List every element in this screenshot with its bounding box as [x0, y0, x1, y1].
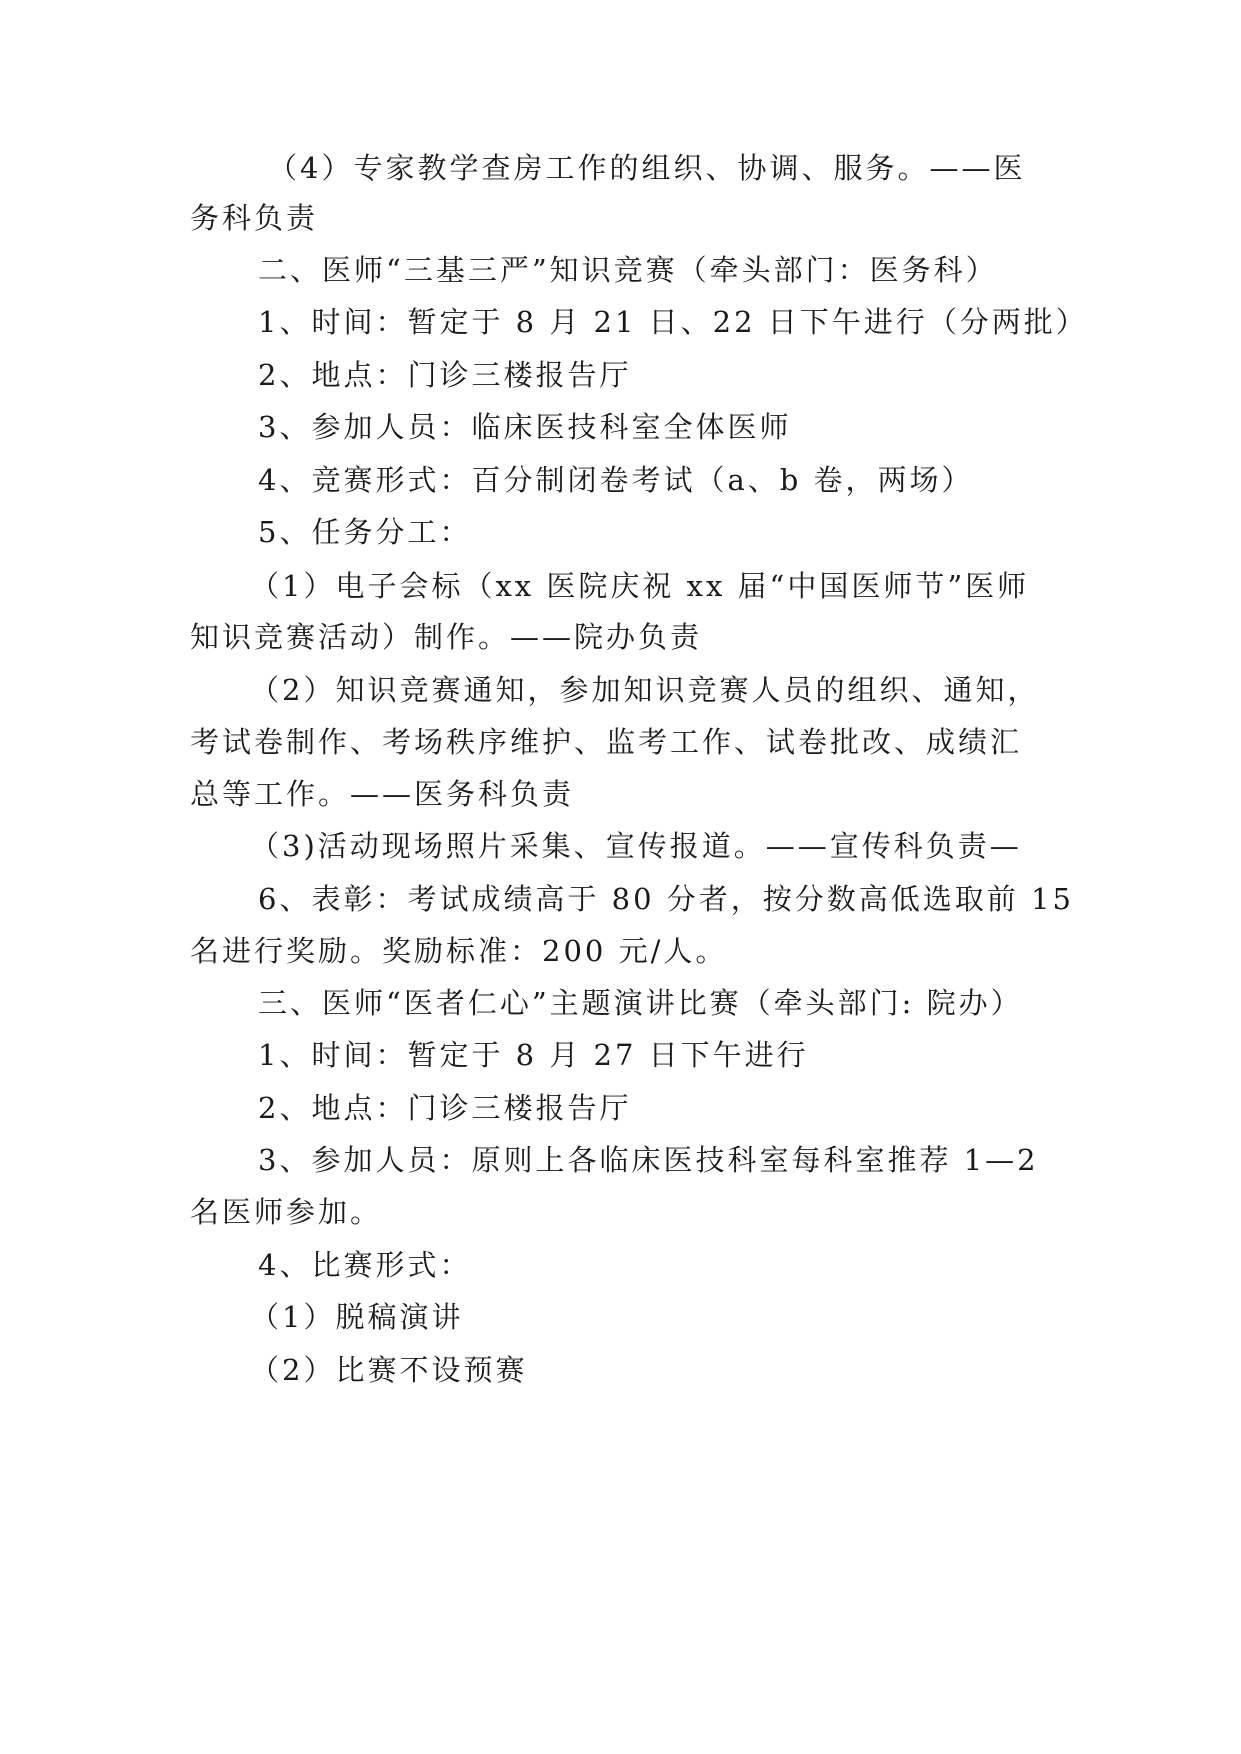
paragraph-line: （1）电子会标（xx 医院庆祝 xx 届“中国医师节”医师	[250, 569, 1030, 603]
paragraph-line: 2、地点：门诊三楼报告厅	[258, 1091, 632, 1125]
paragraph-line: 4、比赛形式：	[258, 1248, 472, 1282]
paragraph-line: 4、竞赛形式：百分制闭卷考试（a、b 卷，两场）	[258, 463, 974, 497]
paragraph-line: 总等工作。——医务科负责	[190, 777, 575, 811]
paragraph-line: 务科负责	[190, 201, 319, 235]
paragraph-line: （2）比赛不设预赛	[250, 1353, 528, 1387]
paragraph-line: 5、任务分工：	[258, 515, 472, 549]
paragraph-line: 1、时间：暂定于 8 月 21 日、22 日下午进行（分两批）	[258, 305, 1088, 339]
paragraph-line: 考试卷制作、考场秩序维护、监考工作、试卷批改、成绩汇	[190, 725, 1023, 759]
paragraph-line: 2、地点：门诊三楼报告厅	[258, 358, 632, 392]
paragraph-line: （2）知识竞赛通知，参加知识竞赛人员的组织、通知，	[250, 673, 1040, 707]
paragraph-line: 1、时间：暂定于 8 月 27 日下午进行	[258, 1038, 809, 1072]
paragraph-line: （3)活动现场照片采集、宣传报道。——宣传科负责—	[250, 829, 1022, 863]
paragraph-line: （1）脱稿演讲	[250, 1300, 464, 1334]
paragraph-line: 6、表彰：考试成绩高于 80 分者，按分数高低选取前 15	[258, 882, 1074, 916]
paragraph-line: 名医师参加。	[190, 1195, 383, 1229]
paragraph-line: 3、参加人员：临床医技科室全体医师	[258, 410, 792, 444]
paragraph-line: 名进行奖励。奖励标准：200 元/人。	[190, 934, 728, 968]
paragraph-line: 知识竞赛活动）制作。——院办负责	[190, 620, 703, 654]
paragraph-line: （4）专家教学查房工作的组织、协调、服务。——医	[268, 151, 1026, 185]
section-heading: 二、医师“三基三严”知识竞赛（牵头部门：医务科）	[258, 253, 998, 287]
paragraph-line: 3、参加人员：原则上各临床医技科室每科室推荐 1—2	[258, 1143, 1039, 1177]
section-heading: 三、医师“医者仁心”主题演讲比赛（牵头部门: 院办）	[258, 986, 1023, 1020]
